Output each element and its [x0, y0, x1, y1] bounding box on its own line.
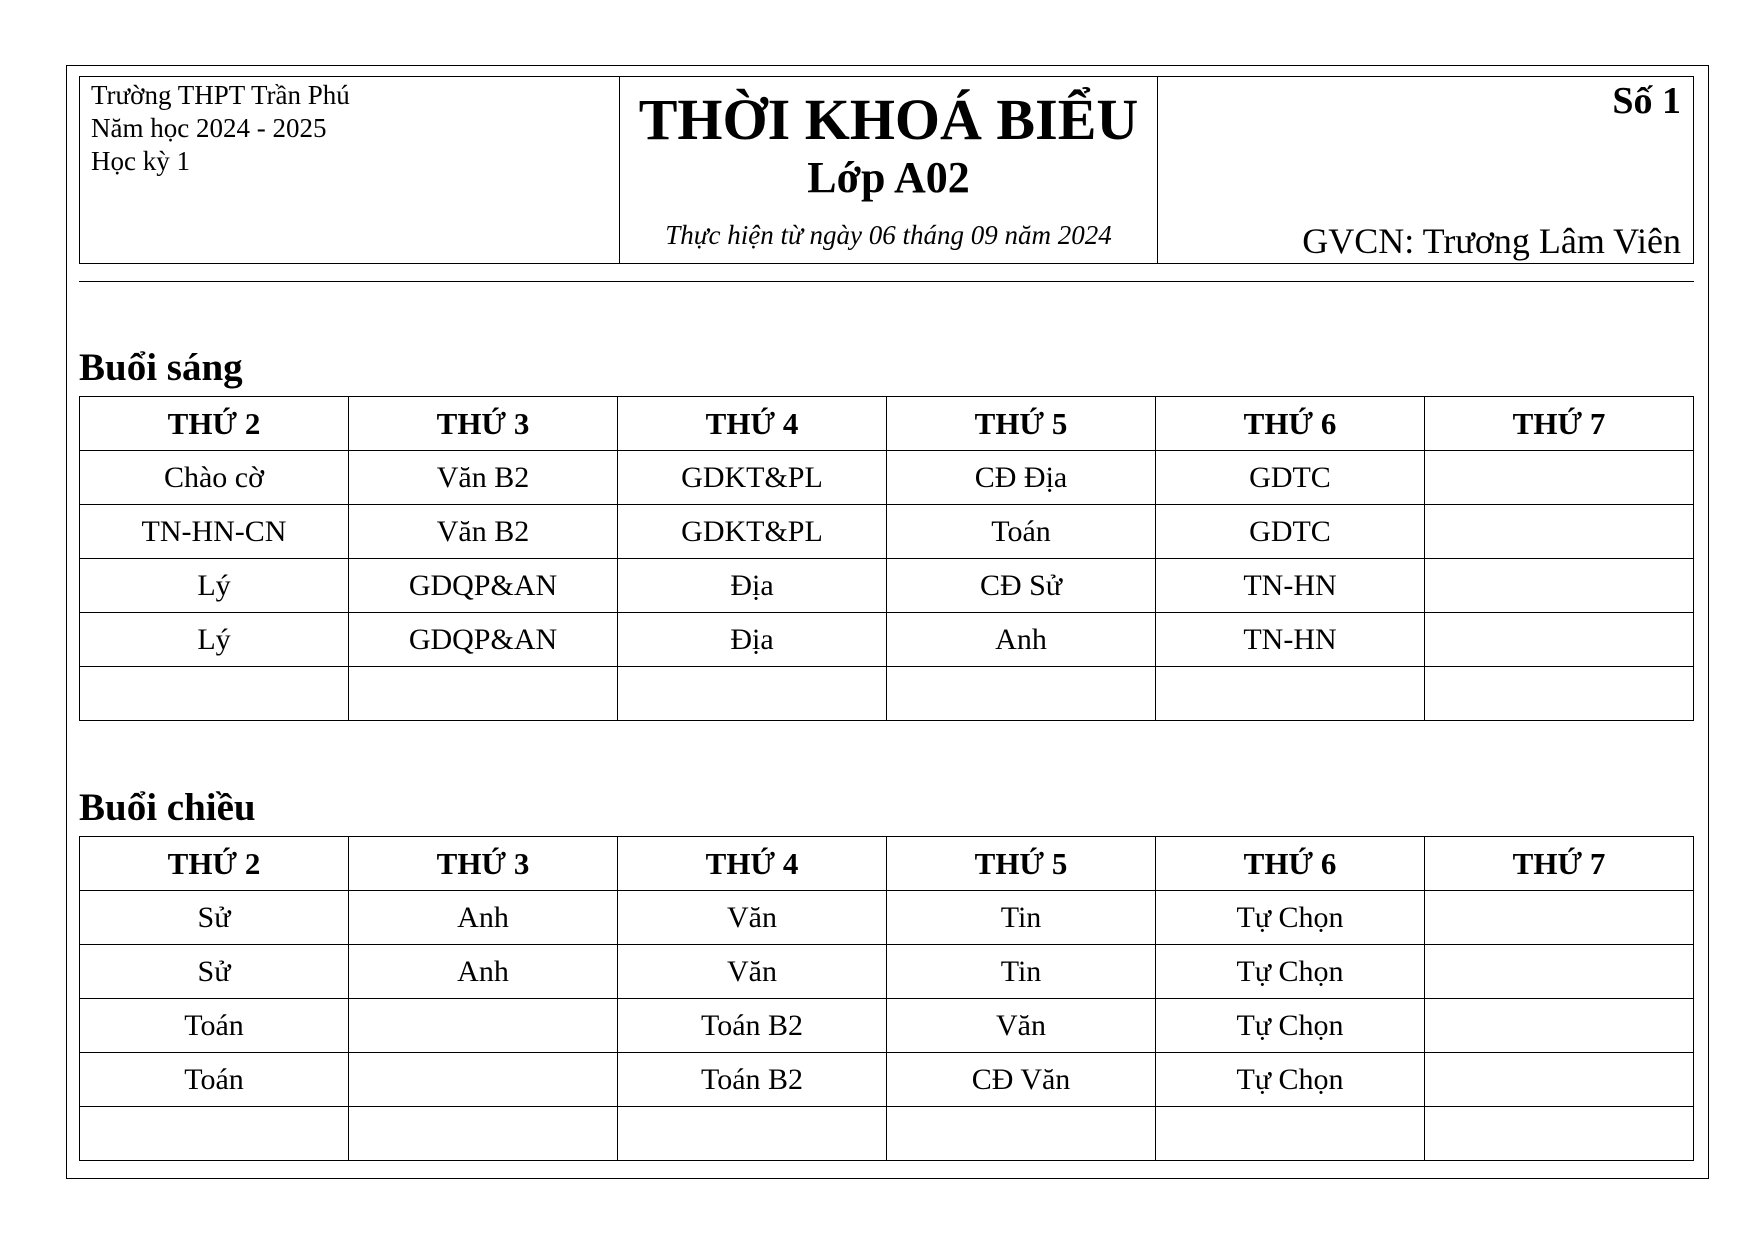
school-year: Năm học 2024 - 2025 — [91, 113, 327, 143]
lesson-cell: TN-HN — [1156, 613, 1425, 667]
table-row — [80, 613, 1694, 667]
lesson-cell: Chào cờ — [80, 451, 349, 505]
lesson-cell — [349, 667, 618, 721]
day-header: THỨ 4 — [618, 837, 887, 891]
afternoon-table — [79, 836, 1694, 1161]
lesson-cell: GDKT&PL — [618, 505, 887, 559]
table-row — [80, 1107, 1694, 1161]
lesson-cell: Văn — [887, 999, 1156, 1053]
table-row — [80, 999, 1694, 1053]
day-header: THỨ 3 — [349, 397, 618, 451]
lesson-cell: GDTC — [1156, 451, 1425, 505]
lesson-cell — [887, 667, 1156, 721]
schedule-number: Số 1 — [1612, 80, 1681, 122]
lesson-cell: Anh — [349, 891, 618, 945]
morning-table — [79, 396, 1694, 721]
lesson-cell — [1425, 1053, 1694, 1107]
lesson-cell: Văn B2 — [349, 451, 618, 505]
lesson-cell: TN-HN — [1156, 559, 1425, 613]
day-header: THỨ 6 — [1156, 397, 1425, 451]
lesson-cell — [618, 1107, 887, 1161]
table-row — [80, 667, 1694, 721]
lesson-cell: Toán — [80, 999, 349, 1053]
morning-title: Buổi sáng — [79, 346, 243, 389]
lesson-cell: Toán B2 — [618, 999, 887, 1053]
day-header: THỨ 4 — [618, 397, 887, 451]
table-row — [80, 945, 1694, 999]
day-header: THỨ 6 — [1156, 837, 1425, 891]
afternoon-title: Buổi chiều — [79, 786, 256, 829]
page-title: THỜI KHOÁ BIỂU — [638, 87, 1139, 152]
day-header: THỨ 5 — [887, 837, 1156, 891]
header-row — [80, 397, 1694, 451]
lesson-cell — [1425, 505, 1694, 559]
lesson-cell — [1425, 559, 1694, 613]
day-header: THỨ 2 — [80, 397, 349, 451]
lesson-cell — [1425, 945, 1694, 999]
lesson-cell: Sử — [80, 891, 349, 945]
lesson-cell: Sử — [80, 945, 349, 999]
header-row — [80, 837, 1694, 891]
teacher-cell — [1158, 77, 1693, 263]
lesson-cell: GDQP&AN — [349, 613, 618, 667]
class-name: Lớp A02 — [807, 153, 970, 202]
lesson-cell: Địa — [618, 559, 887, 613]
lesson-cell: Tin — [887, 945, 1156, 999]
lesson-cell: GDQP&AN — [349, 559, 618, 613]
day-header: THỨ 7 — [1425, 397, 1694, 451]
lesson-cell — [1425, 891, 1694, 945]
lesson-cell: CĐ Sử — [887, 559, 1156, 613]
effective-date: Thực hiện từ ngày 06 tháng 09 năm 2024 — [665, 220, 1112, 250]
table-row — [80, 505, 1694, 559]
lesson-cell: Anh — [349, 945, 618, 999]
table-row — [80, 1053, 1694, 1107]
day-header: THỨ 2 — [80, 837, 349, 891]
lesson-cell: CĐ Văn — [887, 1053, 1156, 1107]
lesson-cell — [349, 999, 618, 1053]
day-header: THỨ 7 — [1425, 837, 1694, 891]
lesson-cell — [1425, 667, 1694, 721]
lesson-cell: Lý — [80, 559, 349, 613]
table-row — [80, 559, 1694, 613]
lesson-cell: Tự Chọn — [1156, 1053, 1425, 1107]
school-name: Trường THPT Trần Phú — [91, 80, 350, 110]
table-row — [80, 451, 1694, 505]
lesson-cell: Tự Chọn — [1156, 891, 1425, 945]
day-header: THỨ 3 — [349, 837, 618, 891]
lesson-cell: Toán — [887, 505, 1156, 559]
lesson-cell: Toán — [80, 1053, 349, 1107]
lesson-cell — [1425, 999, 1694, 1053]
lesson-cell — [1425, 613, 1694, 667]
header-box — [79, 76, 1694, 264]
lesson-cell: Văn — [618, 945, 887, 999]
lesson-cell: Lý — [80, 613, 349, 667]
lesson-cell: Địa — [618, 613, 887, 667]
lesson-cell: Tự Chọn — [1156, 999, 1425, 1053]
lesson-cell — [349, 1107, 618, 1161]
lesson-cell: Toán B2 — [618, 1053, 887, 1107]
lesson-cell — [349, 1053, 618, 1107]
lesson-cell: GDTC — [1156, 505, 1425, 559]
title-cell — [619, 77, 1158, 263]
lesson-cell — [1425, 451, 1694, 505]
lesson-cell — [80, 1107, 349, 1161]
lesson-cell — [1425, 1107, 1694, 1161]
lesson-cell — [80, 667, 349, 721]
lesson-cell — [618, 667, 887, 721]
lesson-cell: CĐ Địa — [887, 451, 1156, 505]
lesson-cell — [887, 1107, 1156, 1161]
lesson-cell: TN-HN-CN — [80, 505, 349, 559]
homeroom-teacher: GVCN: Trương Lâm Viên — [1302, 221, 1681, 261]
lesson-cell: Tự Chọn — [1156, 945, 1425, 999]
lesson-cell: GDKT&PL — [618, 451, 887, 505]
lesson-cell: Văn B2 — [349, 505, 618, 559]
lesson-cell: Văn — [618, 891, 887, 945]
semester: Học kỳ 1 — [91, 146, 190, 176]
divider — [79, 281, 1694, 282]
school-info-cell — [80, 77, 619, 263]
lesson-cell: Anh — [887, 613, 1156, 667]
lesson-cell — [1156, 667, 1425, 721]
lesson-cell — [1156, 1107, 1425, 1161]
lesson-cell: Tin — [887, 891, 1156, 945]
day-header: THỨ 5 — [887, 397, 1156, 451]
table-row — [80, 891, 1694, 945]
